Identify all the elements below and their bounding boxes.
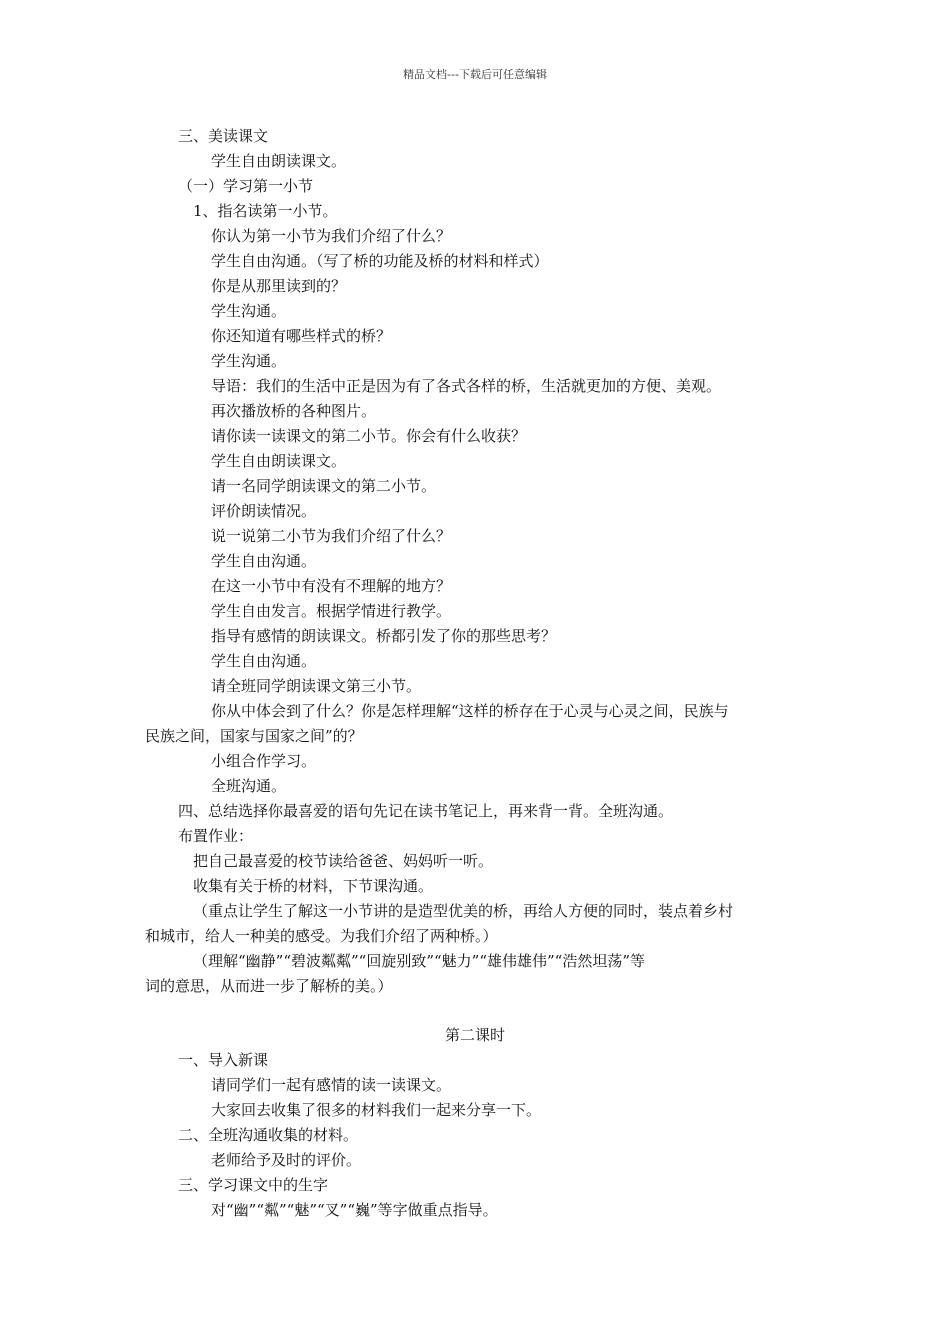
lesson-title: 第二课时 bbox=[444, 1026, 505, 1044]
page-header: 精品文档---下载后可任意编辑 bbox=[403, 68, 547, 81]
note-line: （重点让学生了解这一小节讲的是造型优美的桥，再给人方便的同时，装点着乡村 bbox=[193, 902, 734, 920]
text-line: 你是从那里读到的？ bbox=[211, 277, 347, 295]
text-line: 说一说第二小节为我们介绍了什么？ bbox=[211, 527, 452, 545]
section-heading: 三、美读课文 bbox=[178, 127, 269, 145]
text-line: 学生自由发言。根据学情进行教学。 bbox=[211, 602, 452, 620]
text-line: 在这一小节中有没有不理解的地方？ bbox=[211, 577, 452, 595]
text-line: 学生自由朗读课文。 bbox=[211, 152, 347, 170]
text-line: 民族之间，国家与国家之间”的？ bbox=[145, 727, 363, 745]
text-line: 你认为第一小节为我们介绍了什么？ bbox=[211, 227, 452, 245]
homework-item: 把自己最喜爱的校节读给爸爸、妈妈听一听。 bbox=[193, 852, 494, 870]
text-line: 你还知道有哪些样式的桥？ bbox=[211, 327, 392, 345]
text-line: 小组合作学习。 bbox=[211, 752, 317, 770]
text-line: 请同学们一起有感情的读一读课文。 bbox=[211, 1076, 452, 1094]
text-line: 评价朗读情况。 bbox=[211, 502, 317, 520]
text-line: 全班沟通。 bbox=[211, 777, 287, 795]
text-line: 大家回去收集了很多的材料我们一起来分享一下。 bbox=[211, 1101, 542, 1119]
note-line: （理解“幽静”“碧波粼粼”“回旋别致”“魅力”“雄伟雄伟”“浩然坦荡”等 bbox=[193, 952, 646, 970]
text-line: 学生自由朗读课文。 bbox=[211, 452, 347, 470]
homework-item: 收集有关于桥的材料，下节课沟通。 bbox=[193, 877, 434, 895]
text-line: 学生沟通。 bbox=[211, 352, 287, 370]
text-line: 请全班同学朗读课文第三小节。 bbox=[211, 677, 422, 695]
section-heading: 三、学习课文中的生字 bbox=[178, 1176, 329, 1194]
text-line: 对“幽”“粼”“魅”“叉”“巍”等字做重点指导。 bbox=[211, 1201, 498, 1219]
subsection-heading: （一）学习第一小节 bbox=[178, 177, 314, 195]
text-line: 导语：我们的生活中正是因为有了各式各样的桥，生活就更加的方便、美观。 bbox=[211, 377, 722, 395]
text-line: 学生沟通。 bbox=[211, 302, 287, 320]
text-line: 学生自由沟通。 bbox=[211, 552, 317, 570]
section-heading: 四、总结选择你最喜爱的语句先记在读书笔记上，再来背一背。全班沟通。 bbox=[178, 802, 674, 820]
text-line: 学生自由沟通。（写了桥的功能及桥的材料和样式） bbox=[211, 252, 549, 270]
text-line: 指导有感情的朗读课文。桥都引发了你的那些思考？ bbox=[211, 627, 557, 645]
text-line: 学生自由沟通。 bbox=[211, 652, 317, 670]
section-heading: 二、全班沟通收集的材料。 bbox=[178, 1126, 359, 1144]
text-line: 老师给予及时的评价。 bbox=[211, 1151, 362, 1169]
text-line: 请你读一读课文的第二小节。你会有什么收获？ bbox=[211, 427, 527, 445]
subsection-item: 1、指名读第一小节。 bbox=[193, 202, 338, 220]
homework-heading: 布置作业： bbox=[178, 827, 254, 845]
note-line: 和城市，给人一种美的感受。为我们介绍了两种桥。） bbox=[145, 927, 498, 945]
text-line: 再次播放桥的各种图片。 bbox=[211, 402, 377, 420]
text-line: 请一名同学朗读课文的第二小节。 bbox=[211, 477, 437, 495]
note-line: 词的意思，从而进一步了解桥的美。） bbox=[145, 977, 393, 995]
text-line: 你从中体会到了什么？你是怎样理解“这样的桥存在于心灵与心灵之间，民族与 bbox=[211, 702, 729, 720]
section-heading: 一、导入新课 bbox=[178, 1051, 269, 1069]
